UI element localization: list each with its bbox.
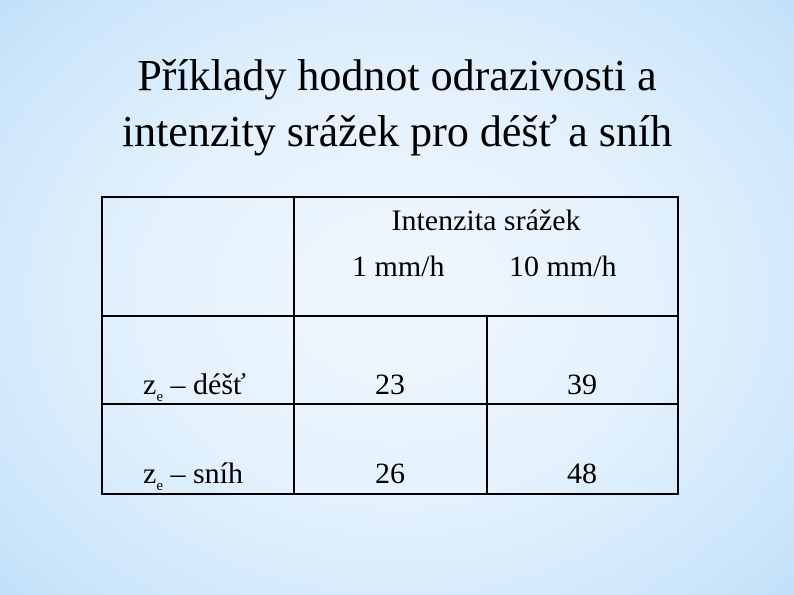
value-rain-10mm: 39 (567, 368, 597, 401)
row-label-symbol: z (143, 368, 157, 401)
column-header-1mm: 1 mm/h (352, 250, 445, 283)
header-empty-cell (101, 196, 295, 317)
value-snow-10mm: 48 (567, 457, 597, 490)
slide-title-line-2: intenzity srážek pro déšť a sníh (121, 107, 673, 156)
intensity-header: Intenzita srážek (391, 204, 581, 237)
row-label-rain (143, 368, 246, 407)
slide-title-line-1: Příklady hodnot odrazivosti a (137, 51, 657, 100)
slide-title (0, 48, 794, 160)
row-label-text: – sníh (163, 457, 244, 490)
row-label-snow (143, 457, 243, 496)
column-header-10mm: 10 mm/h (509, 250, 617, 283)
row-label-subscript: e (156, 389, 163, 405)
value-rain-1mm: 23 (375, 368, 405, 401)
row-label-symbol: z (143, 457, 157, 490)
row-label-text: – déšť (163, 368, 246, 401)
value-snow-1mm: 26 (375, 457, 405, 490)
row-label-subscript: e (156, 478, 163, 494)
